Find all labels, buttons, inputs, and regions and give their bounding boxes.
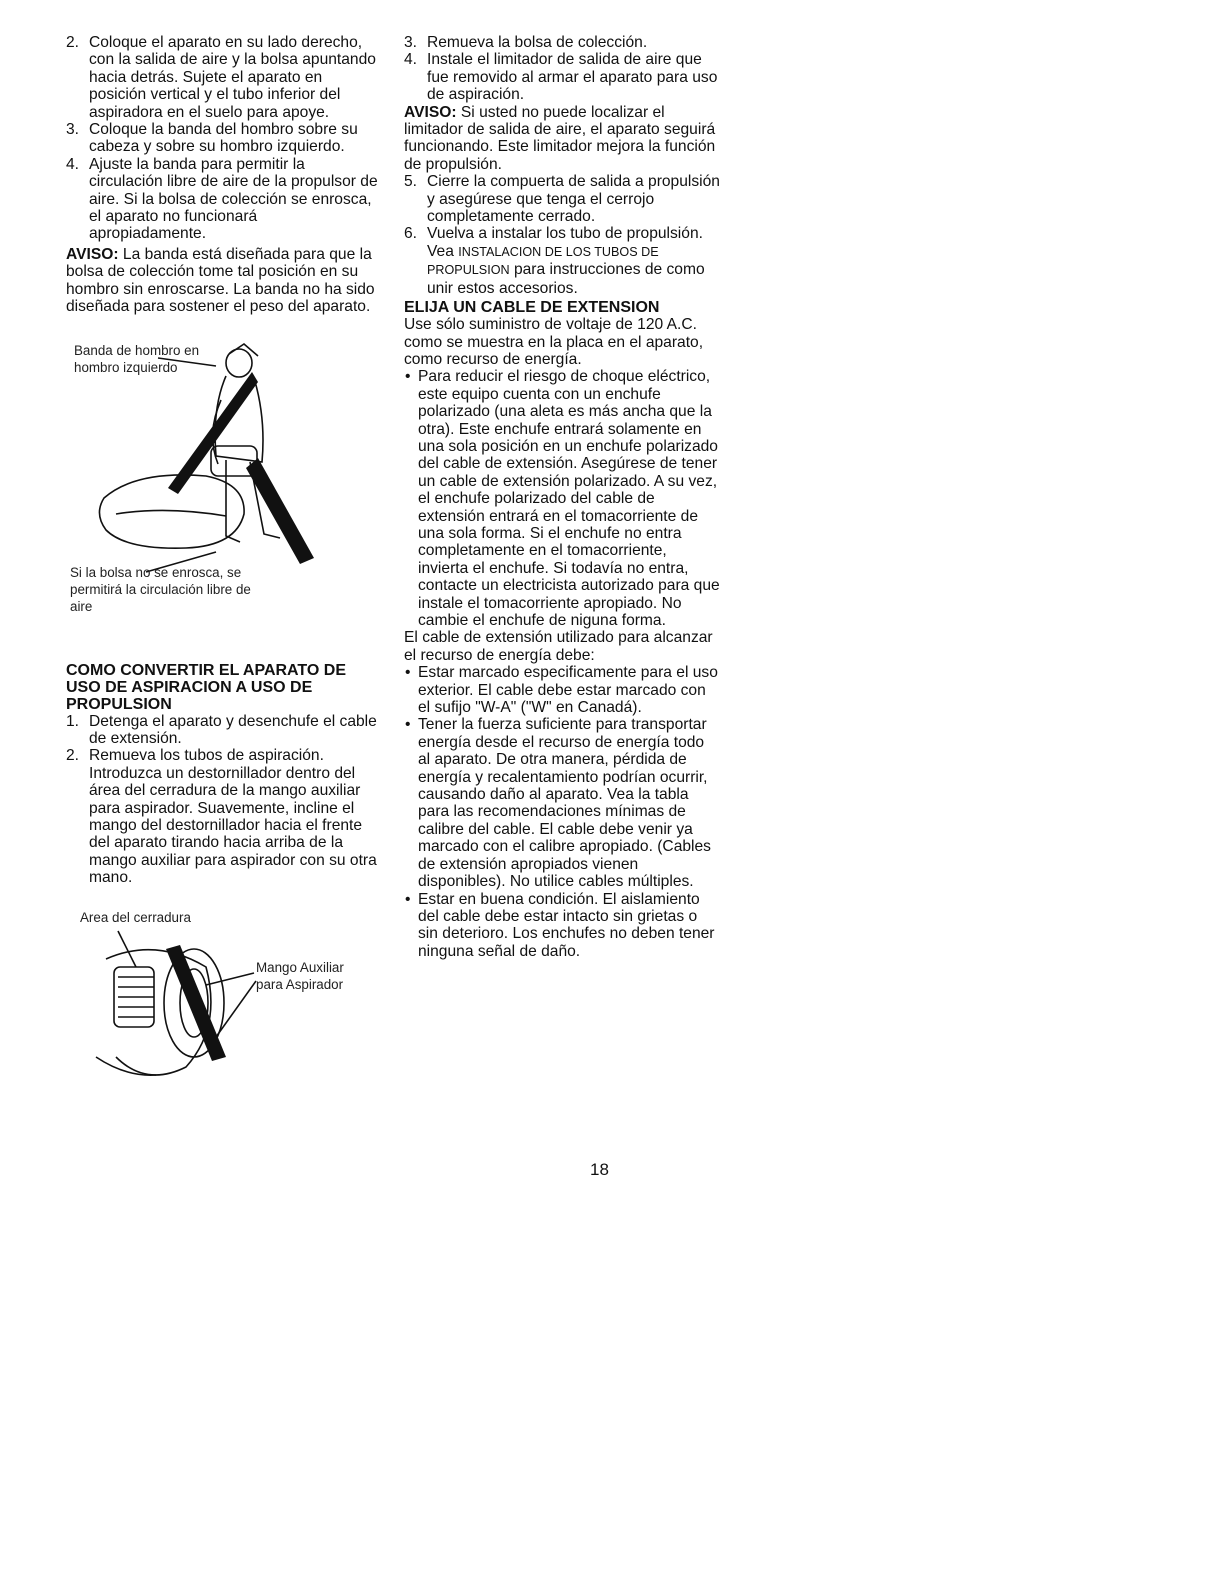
list-item: • Estar marcado especificamente para el uso exterior. El cable debe estar marcado con el sufijo "W-A" ("W" en Canadá).	[405, 664, 718, 717]
page-number: 18	[590, 1160, 609, 1179]
bullet-list-b	[404, 664, 720, 960]
list-item: 3. Coloque la banda del hombro sobre su cabeza y sobre su hombro izquierdo.	[66, 121, 358, 156]
figure-label-lock: Area del cerradura	[80, 909, 191, 925]
list-item: 4. Instale el limitador de salida de aire que fue removido al armar el aparato para uso de aspiración.	[404, 51, 718, 104]
figure-label-handle: Mango Auxiliar para Aspirador	[256, 959, 344, 992]
aviso-label: AVISO:	[66, 245, 119, 263]
list-item: 4. Ajuste la banda para permitir la circulación libre de aire de la propulsor de aire. Si la bolsa de colección se enrosca, el aparato no funcionará apropiadamente.	[66, 155, 378, 243]
aviso-note: AVISO: La banda está diseñada para que la bolsa de colección tome tal posición en su hombro sin enroscarse. La banda no ha sido diseñada para sostener el peso del aparato.	[66, 245, 375, 316]
cable-requirements-intro: El cable de extensión utilizado para alcanzar el recurso de energía debe:	[404, 629, 713, 664]
steps-list-b	[66, 713, 378, 887]
steps-list-c	[404, 34, 720, 104]
handle-lock-illustration	[66, 907, 378, 1087]
bullet-icon: •	[405, 890, 411, 908]
list-item: 1. Detenga el aparato y desenchufe el cable de extensión.	[66, 712, 377, 747]
list-item: 6. Vuelva a instalar los tubo de propulsión. Vea INSTALACION DE LOS TUBOS DE PROPULSION para instrucciones de como unir estos accesorios.	[404, 225, 705, 297]
lock-area-figure	[66, 907, 378, 1087]
list-item: 2. Coloque el aparato en su lado derecho, con la salida de aire y la bolsa apuntando hacia detrás. Sujete el aparato en posición vertical y el tubo inferior del aspiradora en el suelo para apoye.	[66, 34, 376, 121]
steps-list-a	[66, 34, 378, 243]
list-item: • Para reducir el riesgo de choque eléctrico, este equipo cuenta con un enchufe polarizado (una aleta es más ancha que la otra). Este enchufe entrará solamente en una sola posición en un enchufe polarizado del cable de extensión. Asegúrese de tener un cable de extensión polarizado. A su vez, el enchufe polarizado del cable de extensión entrará en el tomacorriente de una sola forma. Si el enchufe no entra completamente en el tomacorriente, invierta el enchufe. Si todavía no entra, contacte un electricista autorizado para que instale el tomacorriente apropiado. No cambie el enchufe de niguna forma.	[405, 368, 720, 629]
bullet-icon: •	[405, 664, 411, 682]
right-column	[404, 34, 720, 960]
cable-intro: Use sólo suministro de voltaje de 120 A.C. como se muestra en la placa en el aparato, como recurso de energía.	[404, 316, 704, 368]
figure-label-strap: Banda de hombro en hombro izquierdo	[74, 342, 200, 375]
list-item: • Estar en buena condición. El aislamiento del cable debe estar intacto sin grietas o sin deterioro. Los enchufes no deben tener ninguna señal de daño.	[405, 890, 715, 960]
section-heading-convert: COMO CONVERTIR EL APARATO DE USO DE ASPIRACION A USO DE PROPULSION	[66, 661, 347, 713]
bullet-icon: •	[405, 368, 411, 386]
section-heading-cable: ELIJA UN CABLE DE EXTENSION	[404, 299, 660, 317]
bullet-list-a	[404, 368, 720, 629]
list-item: • Tener la fuerza suficiente para transportar energía desde el recurso de energía todo al aparato. De otra manera, pérdida de energía y recalentamiento podrían ocurrir, causando daño al aparato. Vea la tabla para las recomendaciones mínimas de calibre del cable. El cable debe venir ya marcado con el calibre apropiado. (Cables de extensión apropiados vienen disponibles). No utilice cables múltiples.	[405, 716, 711, 891]
list-item: 5. Cierre la compuerta de salida a propulsión y asegúrese que tenga el cerrojo completamente cerrado.	[404, 173, 720, 226]
shoulder-strap-figure	[66, 338, 378, 638]
aviso-note-right: AVISO: Si usted no puede localizar el limitador de salida de aire, el aparato seguirá funcionando. Este limitador mejora la función de propulsión.	[404, 103, 716, 173]
figure-label-bag: Si la bolsa no se enrosca, se permitirá la circulación libre de aire	[70, 564, 251, 614]
steps-list-d	[404, 173, 720, 297]
bullet-icon: •	[405, 716, 411, 734]
list-item: 2. Remueva los tubos de aspiración. Introduzca un destornillador dentro del área del cerradura de la mango auxiliar para aspirador. Suavemente, incline el mango del destornillador hacia el frente del aparato tirando hacia arriba de la mango auxiliar para aspirador con su otra mano.	[66, 747, 377, 887]
cross-reference: INSTALACION DE LOS TUBOS DE PROPULSION	[427, 244, 659, 278]
left-column	[66, 34, 378, 1087]
aviso-label: AVISO:	[404, 103, 457, 121]
list-item: 3. Remueva la bolsa de colección.	[404, 34, 648, 51]
